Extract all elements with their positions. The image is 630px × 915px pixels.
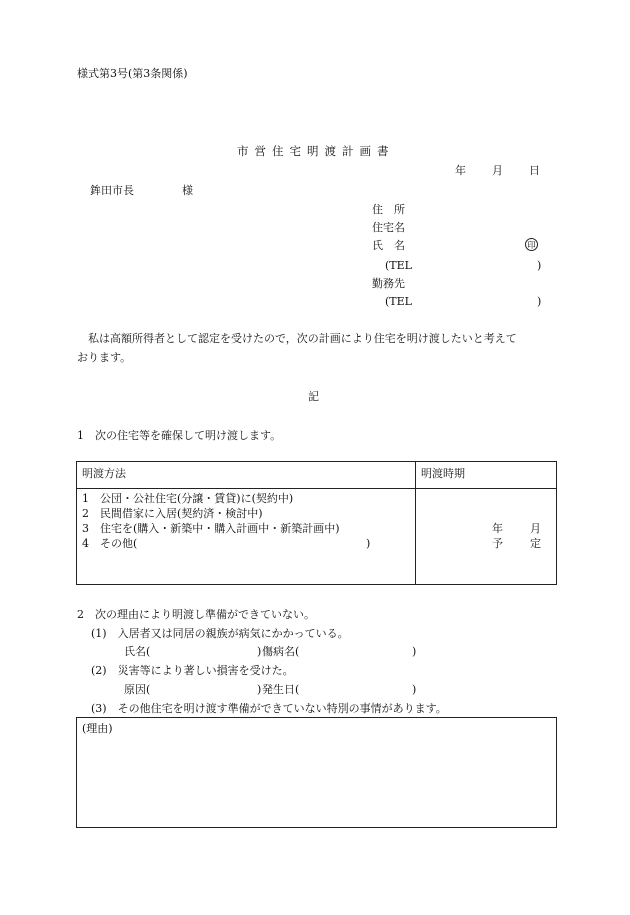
column-header-timing: 明渡時期 [421,467,465,480]
timing-year-label: 年 [492,522,503,535]
date-year-label: 年 [455,164,466,177]
section2-heading: 2 次の理由により明渡し準備ができていない。 [77,608,315,621]
timing-month-label: 月 [530,522,541,535]
method-option-4: 4 その他( [82,537,138,550]
patient-name-close: ) [257,645,262,658]
date-day-label: 日 [529,164,540,177]
intro-line-1: 私は高額所得者として認定を受けたので，次の計画により住宅を明け渡したいと考えて [88,332,517,345]
section1-heading: 1 次の住宅等を確保して明け渡します。 [77,429,282,442]
method-option-4-close: ) [366,537,371,550]
table-header-divider [77,488,556,489]
form-number: 様式第3号(第3条関係) [77,67,188,80]
tel-close: ) [537,259,542,272]
patient-name-field: 氏名( [124,645,151,658]
method-option-2: 2 民間借家に入居(契約済・検討中) [82,507,263,520]
reason-box [76,717,557,828]
timing-planned-2: 定 [530,537,541,550]
cause-close: ) [257,683,262,696]
workplace-label: 勤務先 [372,277,405,290]
applicant-name-label: 氏 名 [372,239,405,252]
table-column-divider [415,462,416,584]
occurrence-date-close: ) [412,683,417,696]
method-option-1: 1 公団・公社住宅(分譲・賃貸)に(契約中) [82,492,294,505]
housing-name-label: 住宅名 [372,221,405,234]
disease-name-field: 傷病名( [262,645,300,658]
method-table [76,461,557,585]
honorific: 様 [182,184,193,197]
reason-2-text: (2) 災害等により著しい損害を受けた。 [91,664,294,677]
reason-3-text: (3) その他住宅を明け渡す準備ができていない特別の事情があります。 [91,702,447,715]
cause-field: 原因( [124,683,151,696]
address-label: 住 所 [372,203,405,216]
addressee: 鉾田市長 [90,184,134,197]
method-option-3: 3 住宅を(購入・新築中・購入計画中・新築計画中) [82,522,340,535]
disease-name-close: ) [412,645,417,658]
intro-line-2: おります。 [77,351,132,364]
page-title: 市営住宅明渡計画書 [237,144,395,158]
column-header-method: 明渡方法 [82,467,126,480]
date-month-label: 月 [492,164,503,177]
occurrence-date-field: 発生日( [262,683,300,696]
tel-label: (TEL [385,259,412,272]
work-tel-label: (TEL [385,295,412,308]
ki-heading: 記 [308,390,319,403]
reason-1-text: (1) 入居者又は同居の親族が病気にかかっている。 [91,627,349,640]
seal-mark: 印 [525,238,538,251]
work-tel-close: ) [537,295,542,308]
reason-box-label: (理由) [82,722,113,735]
timing-planned-1: 予 [492,537,503,550]
